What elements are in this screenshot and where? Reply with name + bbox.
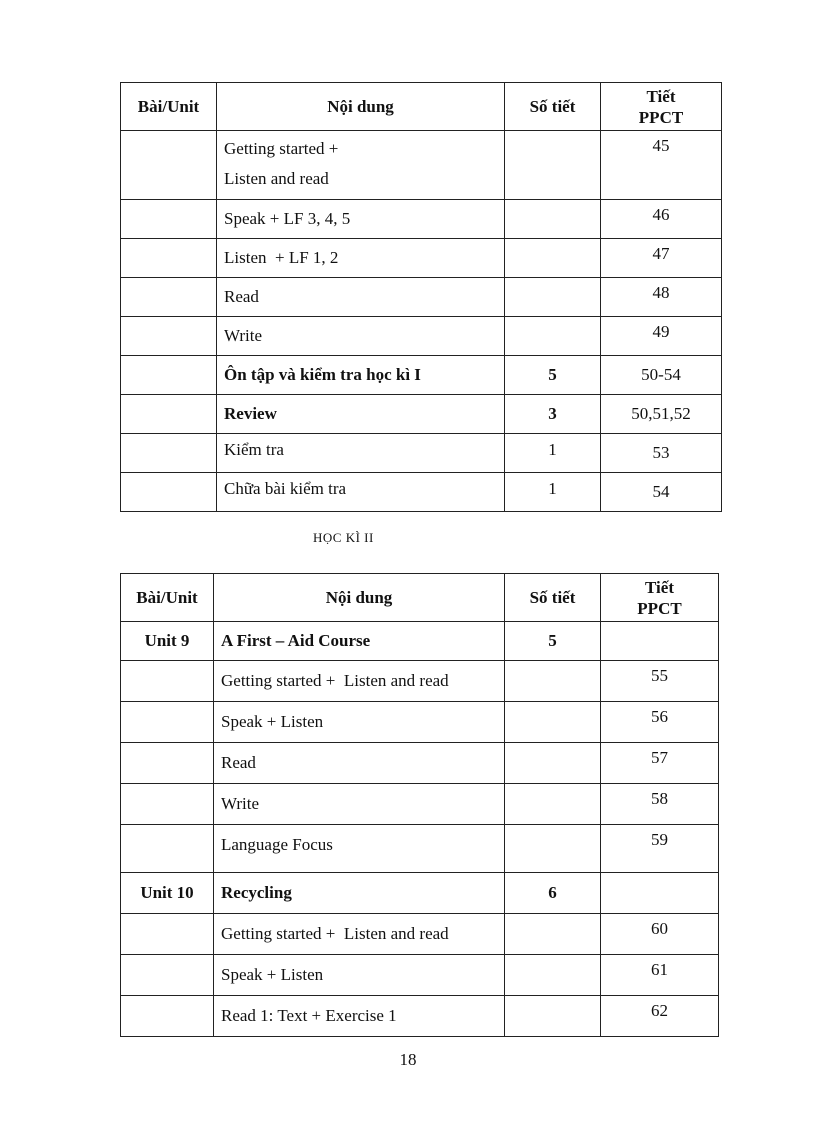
table-row — [121, 131, 722, 200]
cell-periods — [505, 661, 601, 702]
cell-periods — [505, 200, 601, 239]
cell-content: Getting started + Listen and read — [214, 661, 505, 702]
cell-content: Getting started + Listen and read — [214, 914, 505, 955]
cell-content: Read 1: Text + Exercise 1 — [214, 996, 505, 1037]
cell-periods: 5 — [505, 622, 601, 661]
header-content: Nội dung — [217, 83, 505, 131]
cell-periods — [505, 743, 601, 784]
cell-ppct: 56 — [601, 702, 719, 743]
cell-content: Listen + LF 1, 2 — [217, 239, 505, 278]
table-row — [121, 661, 719, 702]
table-row — [121, 395, 722, 434]
cell-unit — [121, 278, 217, 317]
cell-periods — [505, 239, 601, 278]
cell-unit — [121, 661, 214, 702]
cell-content: Speak + Listen — [214, 955, 505, 996]
table-row — [121, 914, 719, 955]
cell-unit — [121, 743, 214, 784]
cell-ppct: 47 — [601, 239, 722, 278]
cell-content: A First – Aid Course — [214, 622, 505, 661]
table-row — [121, 743, 719, 784]
cell-content — [217, 131, 505, 200]
cell-periods: 1 — [505, 434, 601, 473]
cell-unit — [121, 702, 214, 743]
cell-periods: 6 — [505, 873, 601, 914]
cell-ppct: 57 — [601, 743, 719, 784]
header-ppct — [601, 83, 722, 131]
cell-content-line2: Listen and read — [224, 169, 329, 188]
cell-ppct: 50-54 — [601, 356, 722, 395]
table-row — [121, 239, 722, 278]
header-ppct-line1: Tiết — [645, 577, 674, 597]
cell-ppct: 60 — [601, 914, 719, 955]
cell-unit — [121, 473, 217, 512]
cell-content-line1: Getting started + — [224, 139, 339, 158]
table-header-row — [121, 574, 719, 622]
cell-periods: 3 — [505, 395, 601, 434]
schedule-table-1 — [120, 82, 722, 512]
cell-ppct: 58 — [601, 784, 719, 825]
cell-periods — [505, 784, 601, 825]
table-row — [121, 434, 722, 473]
cell-ppct: 54 — [601, 473, 722, 512]
cell-periods — [505, 317, 601, 356]
cell-content: Read — [214, 743, 505, 784]
cell-unit: Unit 9 — [121, 622, 214, 661]
header-unit: Bài/Unit — [121, 83, 217, 131]
cell-unit — [121, 200, 217, 239]
table-row — [121, 784, 719, 825]
header-ppct-line1: Tiết — [646, 86, 676, 106]
header-ppct-line2: PPCT — [638, 107, 684, 127]
header-ppct — [601, 574, 719, 622]
cell-ppct: 59 — [601, 825, 719, 873]
cell-content: Speak + LF 3, 4, 5 — [217, 200, 505, 239]
cell-ppct: 62 — [601, 996, 719, 1037]
cell-periods — [505, 278, 601, 317]
cell-unit — [121, 239, 217, 278]
header-unit: Bài/Unit — [121, 574, 214, 622]
cell-unit — [121, 434, 217, 473]
cell-content: Review — [217, 395, 505, 434]
cell-content: Write — [217, 317, 505, 356]
cell-ppct: 49 — [601, 317, 722, 356]
cell-content: Speak + Listen — [214, 702, 505, 743]
table-header-row — [121, 83, 722, 131]
cell-ppct: 50,51,52 — [601, 395, 722, 434]
cell-content: Recycling — [214, 873, 505, 914]
header-periods: Số tiết — [505, 574, 601, 622]
table-row — [121, 473, 722, 512]
cell-ppct: 45 — [601, 131, 722, 200]
cell-ppct: 55 — [601, 661, 719, 702]
header-content: Nội dung — [214, 574, 505, 622]
cell-periods: 1 — [505, 473, 601, 512]
cell-unit — [121, 825, 214, 873]
cell-ppct: 48 — [601, 278, 722, 317]
table-row — [121, 702, 719, 743]
cell-ppct — [601, 622, 719, 661]
cell-periods — [505, 996, 601, 1037]
cell-ppct: 53 — [601, 434, 722, 473]
cell-content: Write — [214, 784, 505, 825]
cell-unit — [121, 784, 214, 825]
cell-unit — [121, 356, 217, 395]
table-row — [121, 825, 719, 873]
cell-ppct: 61 — [601, 955, 719, 996]
cell-unit — [121, 914, 214, 955]
table-row — [121, 996, 719, 1037]
cell-content: Kiểm tra — [217, 434, 505, 473]
cell-unit — [121, 395, 217, 434]
cell-periods — [505, 825, 601, 873]
cell-periods — [505, 131, 601, 200]
table-row — [121, 873, 719, 914]
cell-periods — [505, 914, 601, 955]
table-row — [121, 278, 722, 317]
cell-ppct: 46 — [601, 200, 722, 239]
page-number: 18 — [399, 1050, 417, 1069]
table-row — [121, 356, 722, 395]
cell-unit — [121, 317, 217, 356]
table-row — [121, 200, 722, 239]
table-row — [121, 955, 719, 996]
cell-unit — [121, 131, 217, 200]
table-row — [121, 622, 719, 661]
schedule-table-2 — [120, 573, 719, 1037]
cell-periods: 5 — [505, 356, 601, 395]
cell-content: Read — [217, 278, 505, 317]
cell-periods — [505, 955, 601, 996]
cell-unit: Unit 10 — [121, 873, 214, 914]
header-ppct-line2: PPCT — [637, 598, 682, 618]
cell-unit — [121, 996, 214, 1037]
header-periods: Số tiết — [505, 83, 601, 131]
table-row — [121, 317, 722, 356]
cell-periods — [505, 702, 601, 743]
cell-content: Chữa bài kiểm tra — [217, 473, 505, 512]
section-title: HỌC KÌ II — [313, 530, 374, 545]
cell-content: Language Focus — [214, 825, 505, 873]
cell-unit — [121, 955, 214, 996]
cell-ppct — [601, 873, 719, 914]
cell-content: Ôn tập và kiểm tra học kì I — [217, 356, 505, 395]
